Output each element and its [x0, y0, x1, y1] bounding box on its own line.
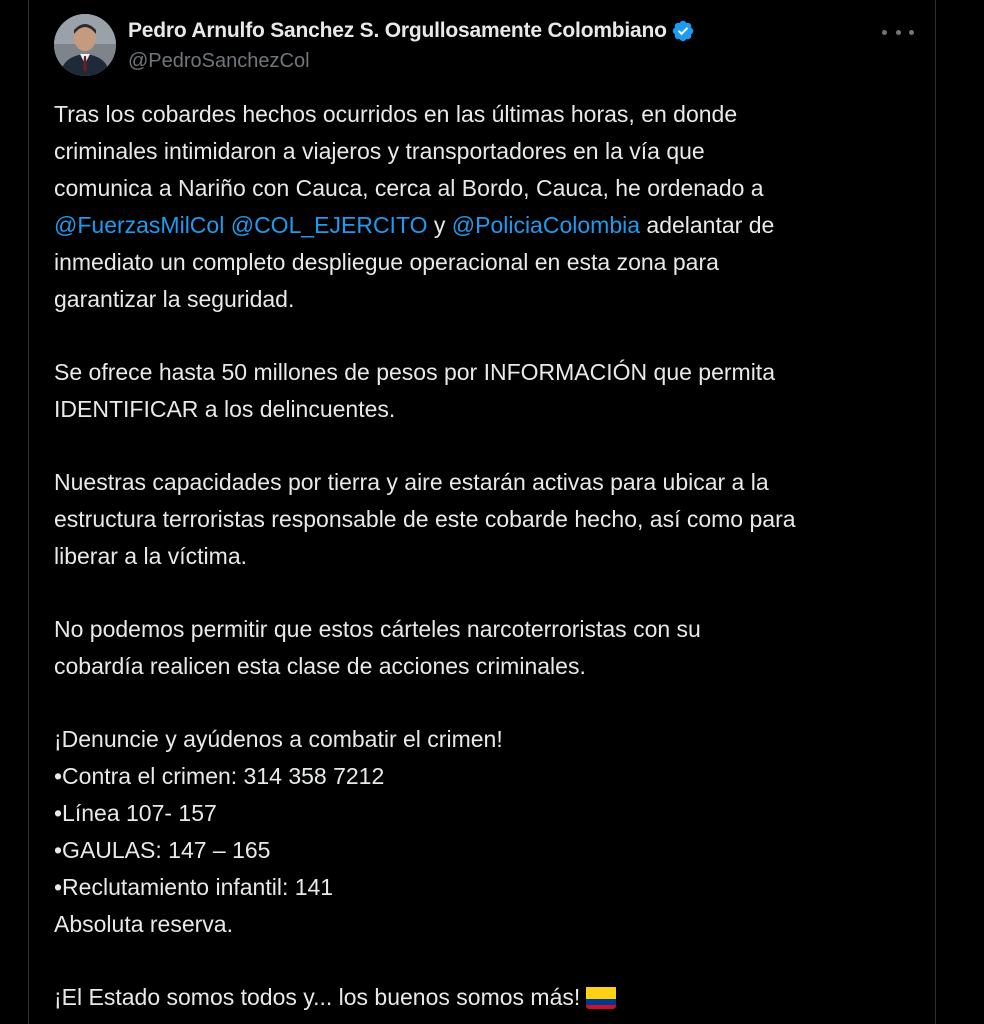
- text-fragment: adelantar de: [640, 212, 775, 238]
- mention-policiacolombia[interactable]: @PoliciaColombia: [451, 212, 641, 238]
- text-line: •GAULAS: 147 – 165: [54, 837, 271, 863]
- text-line: cobardía realicen esta clase de acciones criminales.: [54, 653, 586, 679]
- text-fragment: ¡El Estado somos todos y... los buenos somos más!: [54, 984, 581, 1010]
- text-line: criminales intimidaron a viajeros y transportadores en la vía que: [54, 138, 705, 164]
- text-fragment: y: [427, 212, 452, 238]
- author-handle[interactable]: @PedroSanchezCol: [128, 50, 310, 72]
- more-options-icon[interactable]: [882, 22, 914, 42]
- profile-photo-icon: [54, 14, 116, 76]
- tweet-card: [28, 0, 936, 1024]
- text-line: ¡Denuncie y ayúdenos a combatir el crimen!: [54, 726, 503, 752]
- text-line-mentions: [54, 207, 924, 244]
- text-line: liberar a la víctima.: [54, 543, 248, 569]
- paragraph-5: [54, 721, 924, 943]
- text-line: •Reclutamiento infantil: 141: [54, 874, 334, 900]
- text-line-final: [54, 979, 924, 1016]
- text-line: •Línea 107- 157: [54, 800, 217, 826]
- display-name-row: [128, 18, 695, 44]
- paragraph-4: [54, 611, 924, 685]
- text-line: •Contra el crimen: 314 358 7212: [54, 763, 385, 789]
- paragraph-3: [54, 464, 924, 575]
- avatar[interactable]: [54, 14, 116, 76]
- text-line: Tras los cobardes hechos ocurridos en las últimas horas, en donde: [54, 101, 738, 127]
- paragraph-6: [54, 979, 924, 1016]
- tweet-header: [54, 14, 914, 78]
- paragraph-2: [54, 354, 924, 428]
- author-display-name[interactable]: Pedro Arnulfo Sanchez S. Orgullosamente Colombiano: [128, 19, 667, 42]
- colombia-flag-icon: [586, 985, 616, 1009]
- text-line: comunica a Nariño con Cauca, cerca al Bordo, Cauca, he ordenado a: [54, 175, 764, 201]
- text-line: inmediato un completo despliegue operacional en esta zona para: [54, 249, 719, 275]
- tweet-text: [54, 96, 924, 1024]
- text-line: IDENTIFICAR a los delincuentes.: [54, 396, 396, 422]
- text-line: Nuestras capacidades por tierra y aire estarán activas para ubicar a la: [54, 469, 769, 495]
- text-line: garantizar la seguridad.: [54, 286, 295, 312]
- text-line: Absoluta reserva.: [54, 911, 233, 937]
- mention-fuerzasmilcol[interactable]: @FuerzasMilCol: [54, 212, 225, 238]
- text-line: Se ofrece hasta 50 millones de pesos por INFORMACIÓN que permita: [54, 359, 775, 385]
- text-line: No podemos permitir que estos cárteles narcoterroristas con su: [54, 616, 701, 642]
- paragraph-1: [54, 96, 924, 318]
- text-line: estructura terroristas responsable de este cobarde hecho, así como para: [54, 506, 796, 532]
- verified-badge-icon[interactable]: [671, 19, 695, 43]
- author-names: [128, 18, 695, 74]
- mention-col-ejercito[interactable]: @COL_EJERCITO: [230, 212, 428, 238]
